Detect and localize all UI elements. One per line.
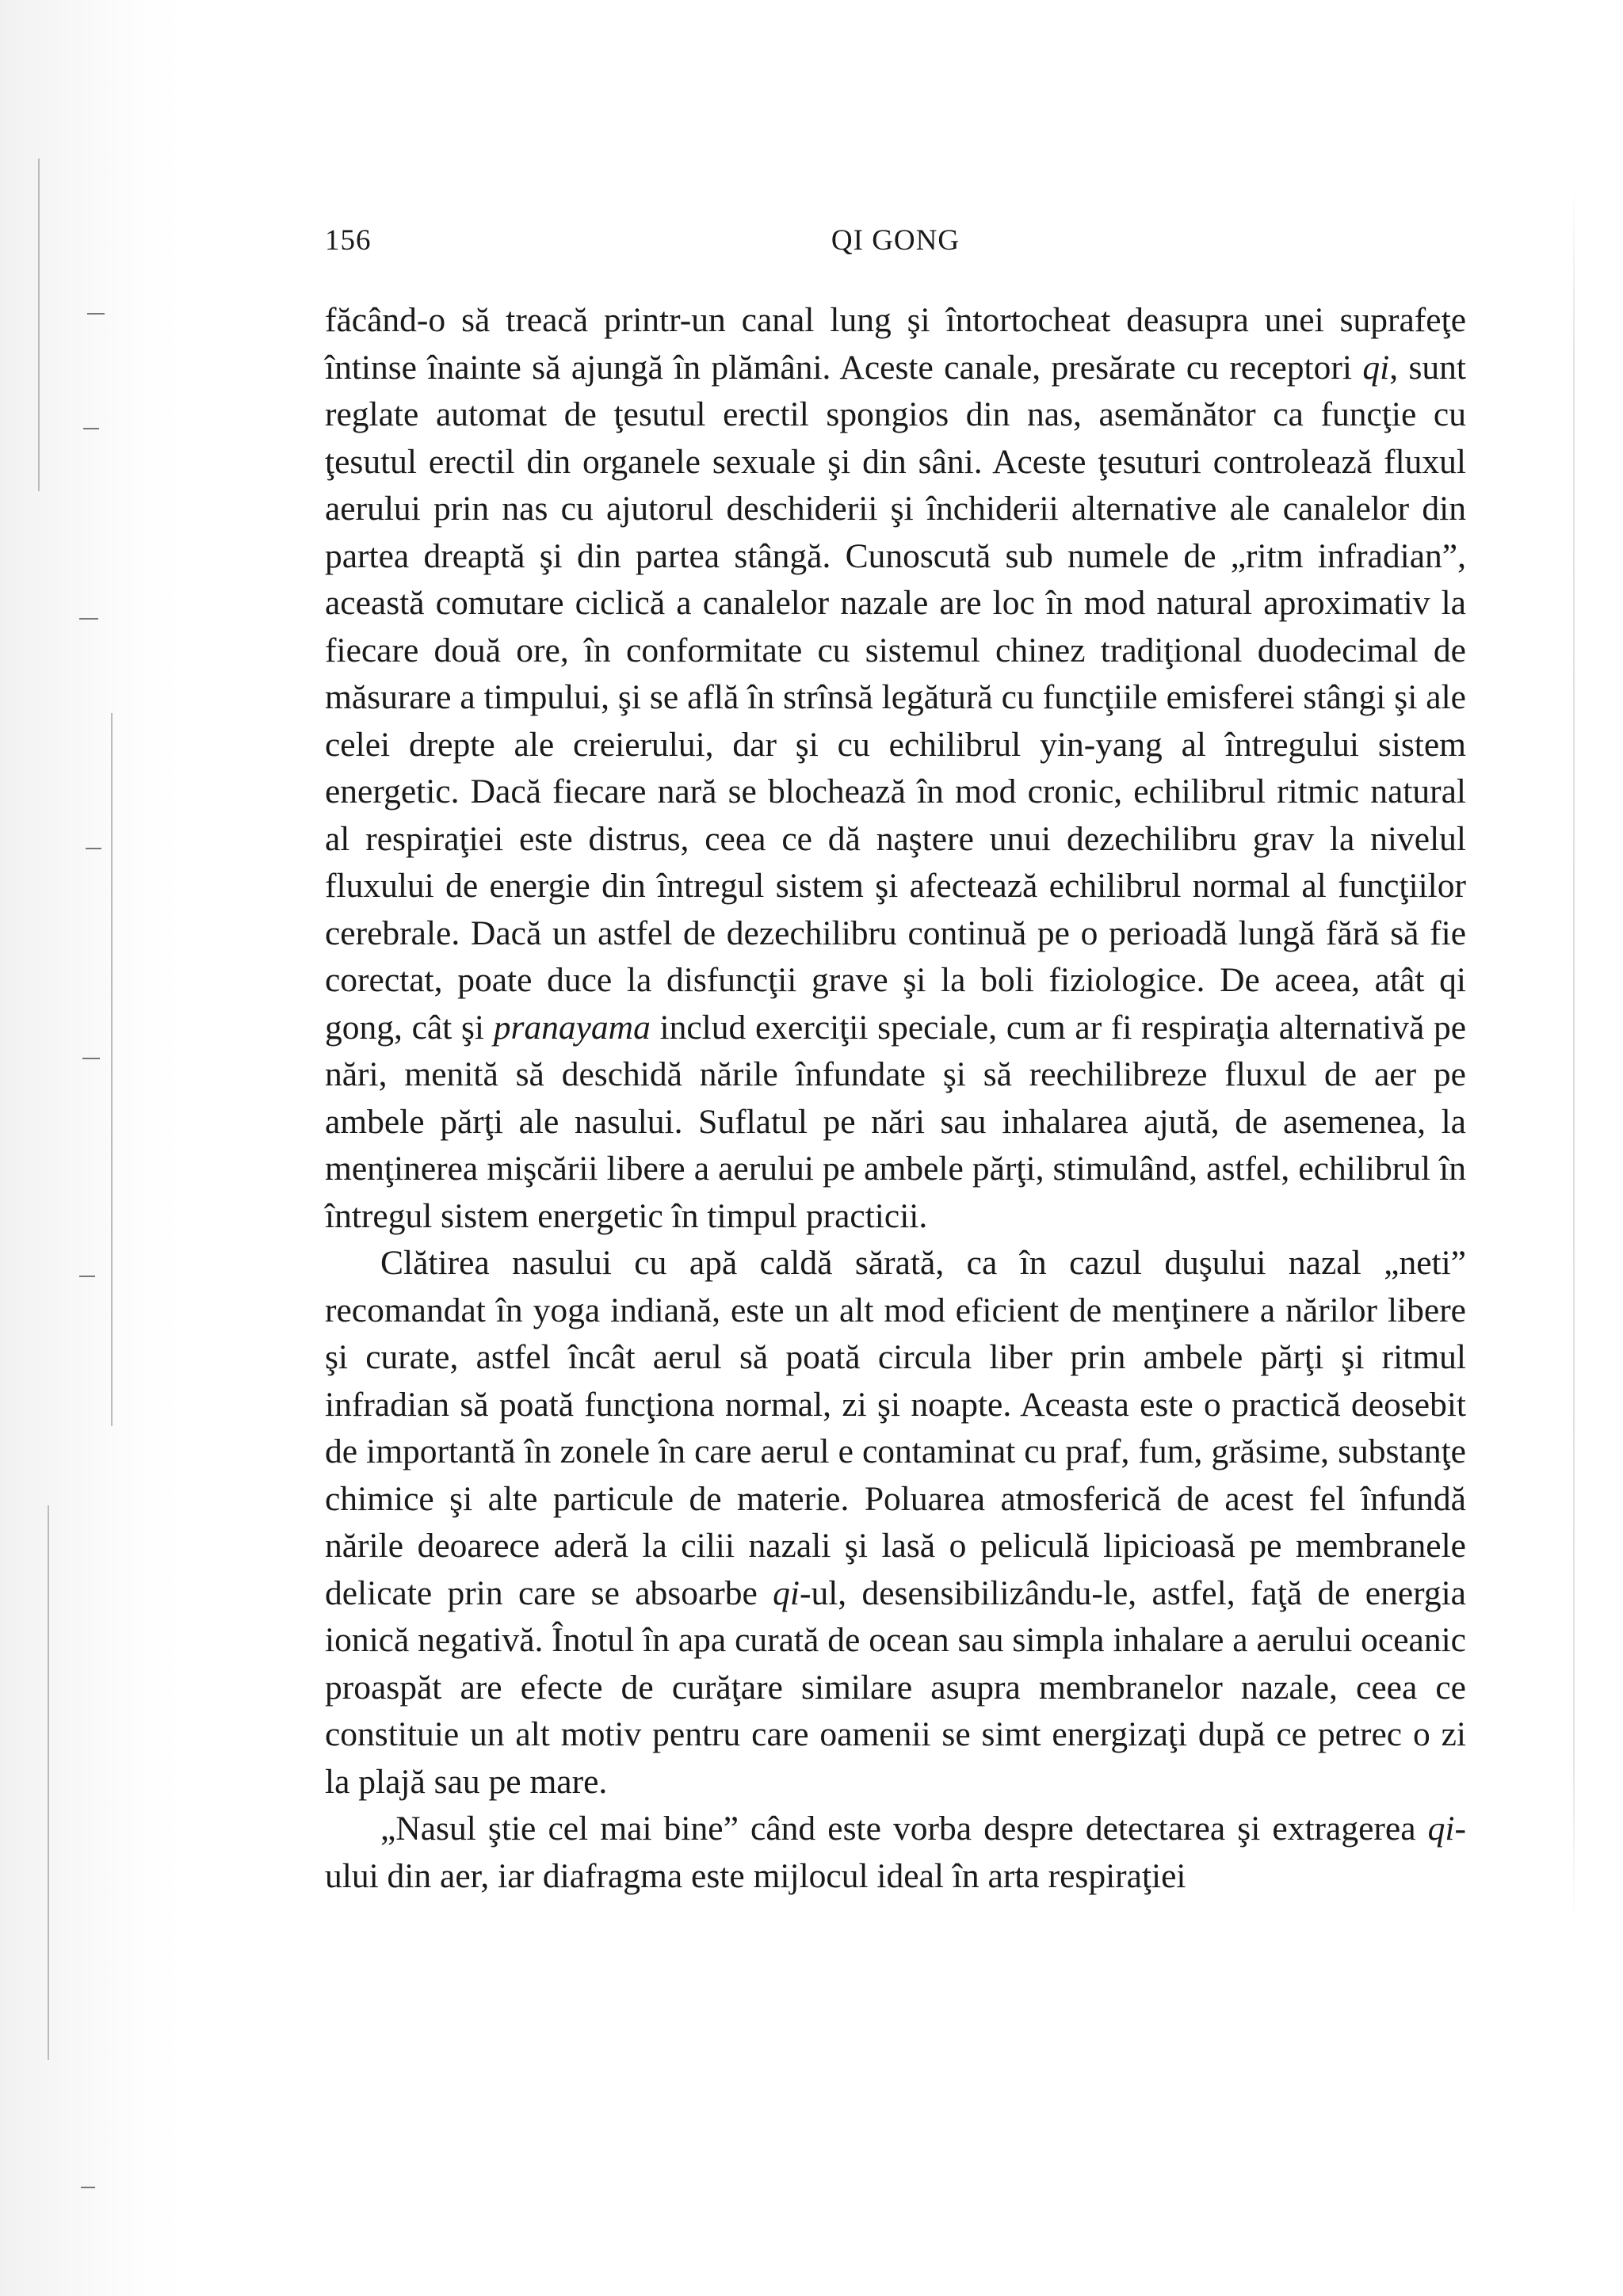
scan-artifact (111, 713, 113, 1426)
scan-artifact (48, 1505, 49, 2060)
scan-artifact (82, 1058, 100, 1059)
italic-term: qi (1362, 348, 1390, 387)
paragraph (325, 1806, 1466, 1900)
scan-artifact (79, 618, 98, 620)
text-run: -ul, desensibilizându-le, astfel, faţă de energia ionică negativă. Înotul în apa curată de ocean sau simpla inhalare a aerului oceanic proaspăt are efecte de curăţare similare asupra membranelor nazale, ceea ce constituie un alt motiv pentru care oamenii se simt energizaţi după ce petrec o zi la plajă sau pe mare. (325, 1573, 1466, 1801)
text-run: făcând-o să treacă printr-un canal lung şi întortocheat deasupra unei suprafeţe întinse înainte să ajungă în plămâni. Aceste canale, presărate cu receptori (325, 301, 1466, 387)
text-run: , sunt reglate automat de ţesutul erectil spongios din nas, asemănător ca funcţie cu ţesutul erectil din organele sexuale şi din sâni. Aceste ţesuturi controlează fluxul aerului prin nas cu ajutorul deschiderii şi închiderii alternative ale canalelor din partea dreaptă şi din partea stângă. Cunoscută sub numele de „ritm infradian”, această comutare ciclică a canalelor nazale are loc în mod natural aproximativ la fiecare două ore, în conformitate cu sistemul chinez tradiţional duodecimal de măsurare a timpului, şi se află în strînsă legătură cu funcţiile emisferei stângi şi ale celei drepte ale creierului, dar şi cu echilibrul yin-yang al întregului sistem energetic. Dacă fiecare nară se blochează în mod cronic, echilibrul ritmic natural al respiraţiei este distrus, ceea ce dă naştere unui dezechilibru grav la nivelul fluxului de energie din întregul sistem şi afectează echilibrul normal al funcţiilor cerebrale. Dacă un astfel de dezechilibru continuă pe o perioadă lungă fără să fie corectat, poate duce la disfuncţii grave şi la boli fiziologice. De aceea, atât qi gong, cât şi (325, 348, 1466, 1047)
scan-artifact (81, 2187, 95, 2188)
scan-artifact (38, 158, 40, 491)
scan-artifact (86, 848, 101, 849)
italic-term: qi (773, 1573, 800, 1612)
scan-artifact (79, 1276, 95, 1277)
text-run: Clătirea nasului cu apă caldă sărată, ca în cazul duşului nazal „neti” recomandat în yoga indiană, este un alt mod eficient de menţinere a nărilor libere şi curate, astfel încât aerul să poată circula liber prin ambele părţi şi ritmul infradian să poată funcţiona normal, zi şi noapte. Aceasta este o practică deosebit de importantă în zonele în care aerul e contaminat cu praf, fum, grăsime, substanţe chimice şi alte particule de materie. Poluarea atmosferică de acest fel înfundă nările deoarece aderă la cilii nazali şi lasă o peliculă lipicioasă pe membranele delicate prin care se absoarbe (325, 1244, 1466, 1612)
text-run: includ exerciţii speciale, cum ar fi respiraţia alternativă pe nări, menită să deschidă nările înfundate şi să reechilibreze fluxul de aer pe ambele părţi ale nasului. Suflatul pe nări sau inhalarea ajută, de asemenea, la menţinerea mişcării libere a aerului pe ambele părţi, stimulând, astfel, echilibrul în întregul sistem energetic în timpul practicii. (325, 1008, 1466, 1235)
scan-artifact (87, 313, 105, 315)
running-header (325, 223, 1466, 271)
body-text (325, 297, 1466, 1900)
scan-margin-shadow (0, 0, 182, 2296)
paragraph (325, 1240, 1466, 1806)
text-run: -ului din aer, iar diafragma este mijlocul ideal în arta respiraţiei (325, 1810, 1466, 1895)
text-run: „Nasul ştie cel mai bine” când este vorba despre detectarea şi extragerea (380, 1810, 1428, 1848)
scan-artifact (83, 428, 99, 429)
scan-page-edge (1573, 182, 1575, 1925)
italic-term: pranayama (493, 1008, 651, 1047)
running-title: QI GONG (831, 224, 960, 257)
paragraph (325, 297, 1466, 1240)
page-number: 156 (325, 224, 372, 257)
italic-term: qi (1427, 1810, 1455, 1848)
